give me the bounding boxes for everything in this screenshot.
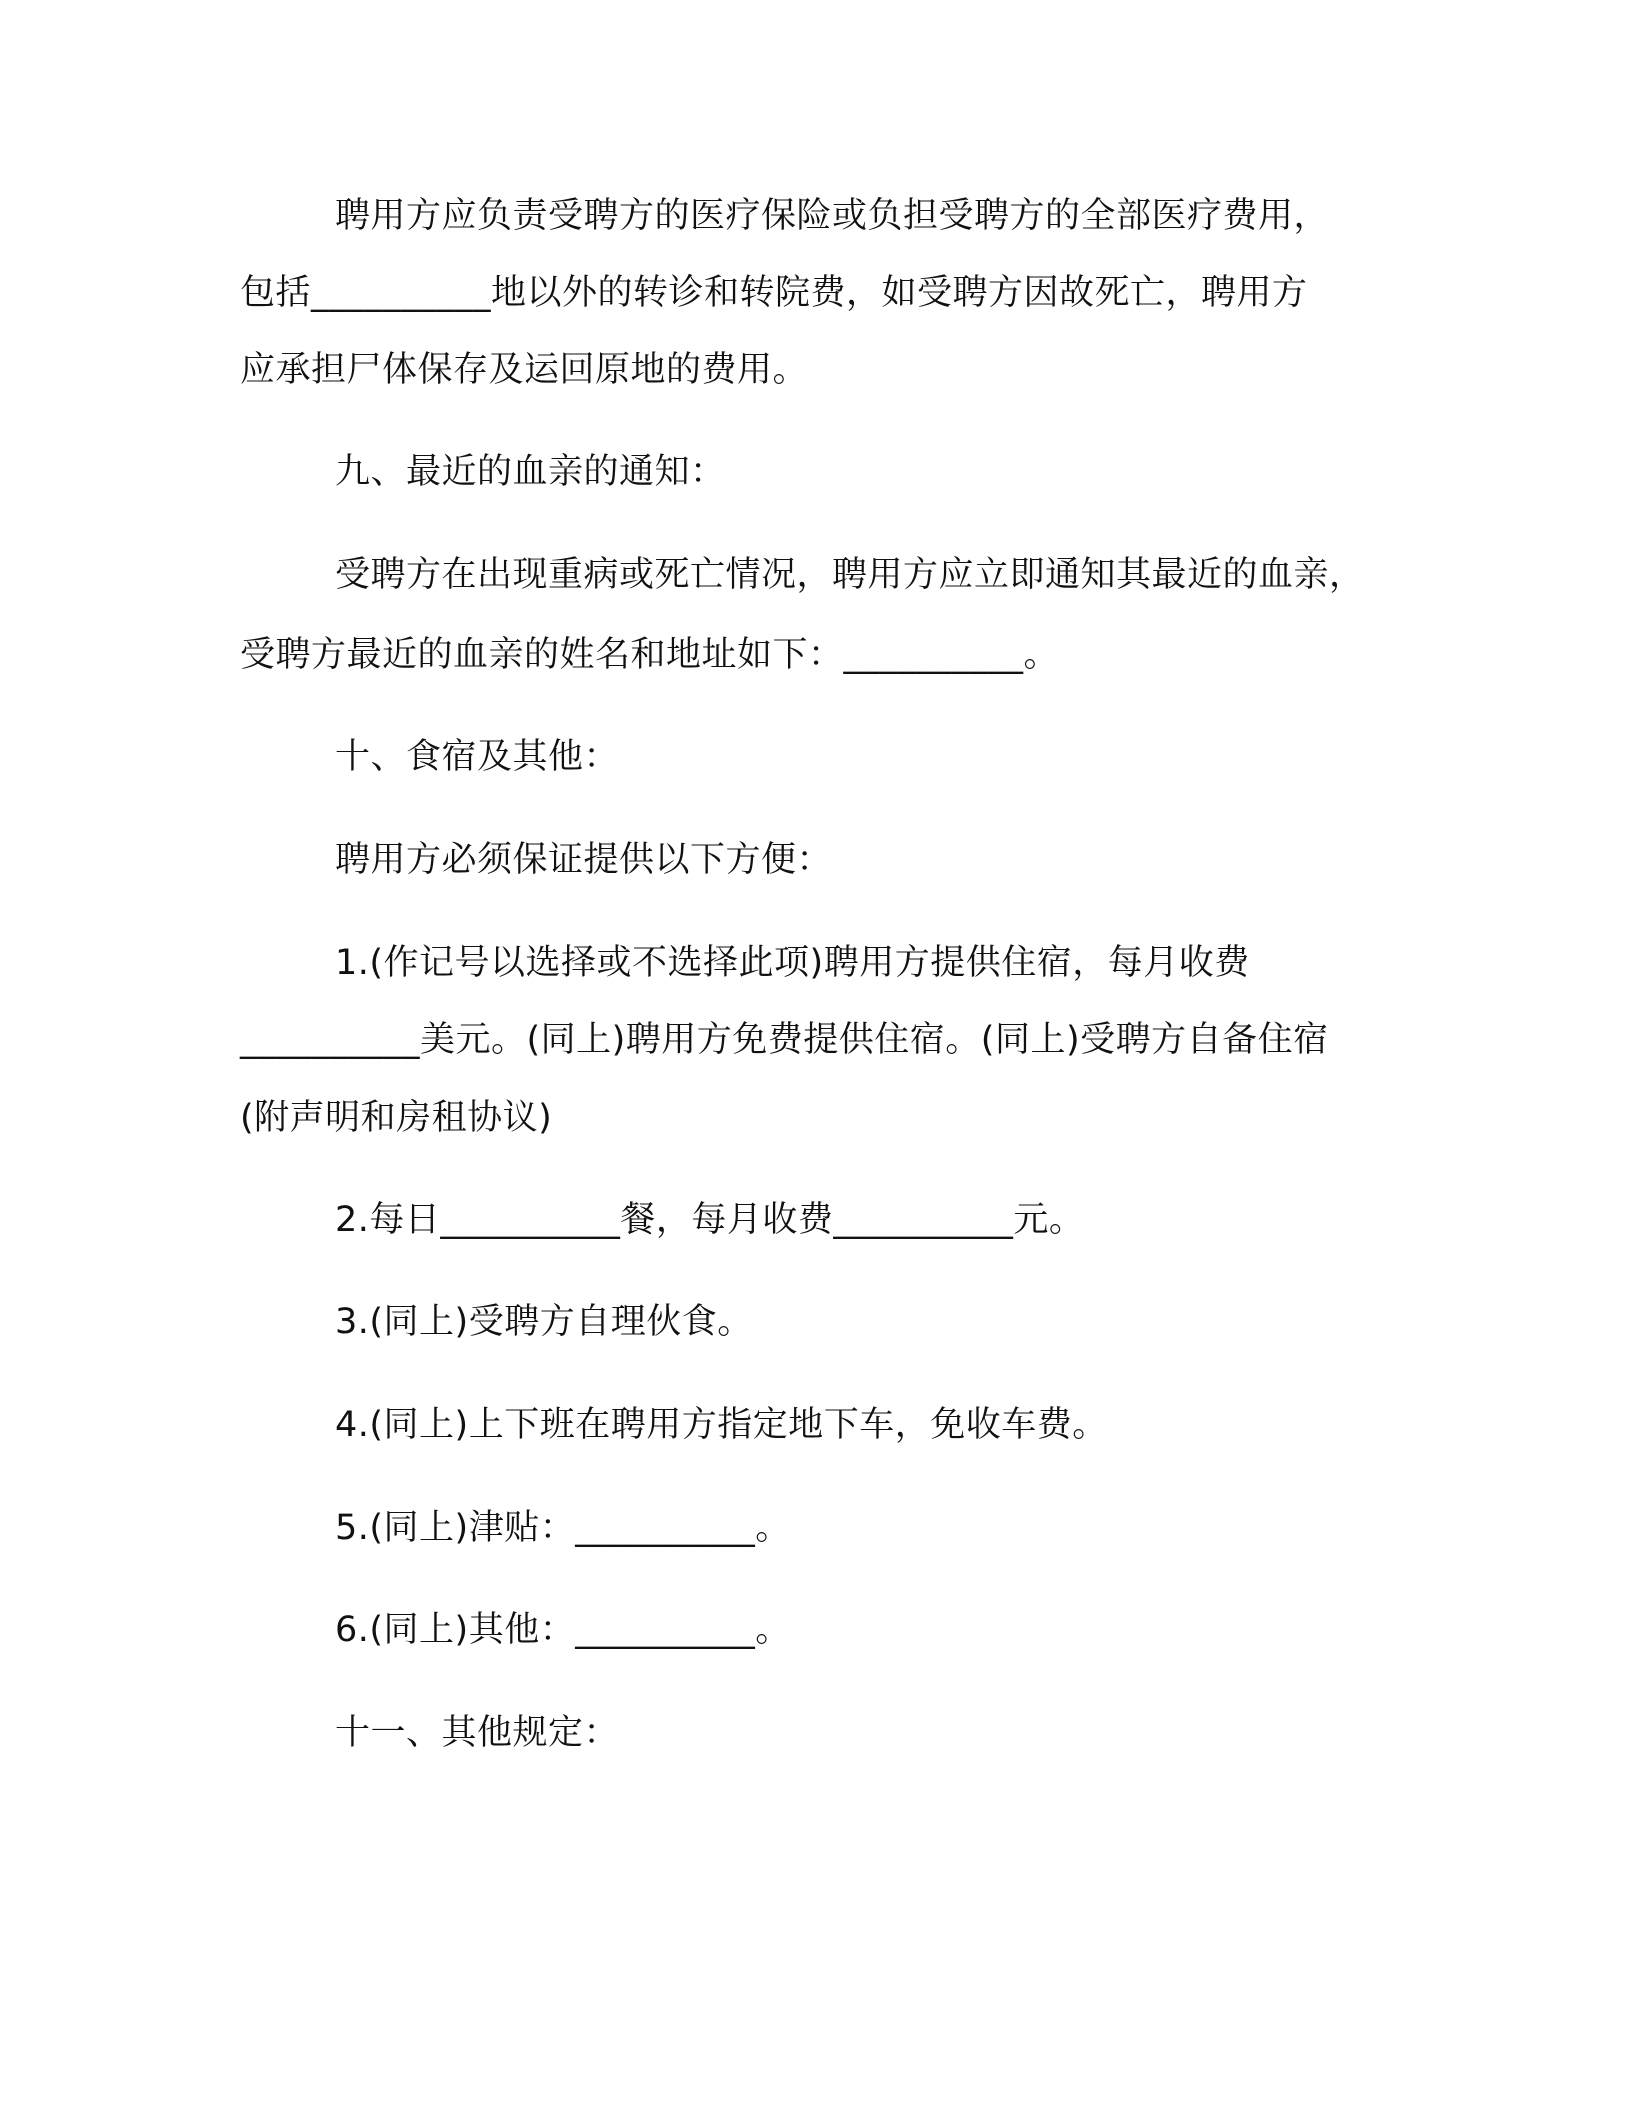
item-4: 4.(同上)上下班在聘用方指定地下车，免收车费。 <box>335 1405 1108 1445</box>
paragraph-provisions-intro: 聘用方必须保证提供以下方便： <box>335 840 833 880</box>
item-3: 3.(同上)受聘方自理伙食。 <box>335 1302 753 1342</box>
item-2: 2.每日__________餐，每月收费__________元。 <box>335 1200 1085 1240</box>
paragraph-medical-line-1: 聘用方应负责受聘方的医疗保险或负担受聘方的全部医疗费用， <box>335 196 1330 236</box>
item-1-line-2: __________美元。(同上)聘用方免费提供住宿。(同上)受聘方自备住宿 <box>240 1020 1329 1060</box>
paragraph-notice-line-2: 受聘方最近的血亲的姓名和地址如下：__________。 <box>240 635 1060 675</box>
paragraph-medical-line-2: 包括__________地以外的转诊和转院费，如受聘方因故死亡，聘用方 <box>240 273 1308 313</box>
item-1-line-1: 1.(作记号以选择或不选择此项)聘用方提供住宿，每月收费 <box>335 943 1250 983</box>
section-heading-9: 九、最近的血亲的通知： <box>335 452 726 492</box>
item-1-line-3: (附声明和房租协议) <box>240 1098 553 1138</box>
item-5: 5.(同上)津贴：__________。 <box>335 1508 791 1548</box>
paragraph-medical-line-3: 应承担尸体保存及运回原地的费用。 <box>240 350 809 390</box>
section-heading-10: 十、食宿及其他： <box>335 737 620 777</box>
item-6: 6.(同上)其他：__________。 <box>335 1610 791 1650</box>
paragraph-notice-line-1: 受聘方在出现重病或死亡情况，聘用方应立即通知其最近的血亲， <box>335 555 1365 595</box>
section-heading-11: 十一、其他规定： <box>335 1713 620 1753</box>
